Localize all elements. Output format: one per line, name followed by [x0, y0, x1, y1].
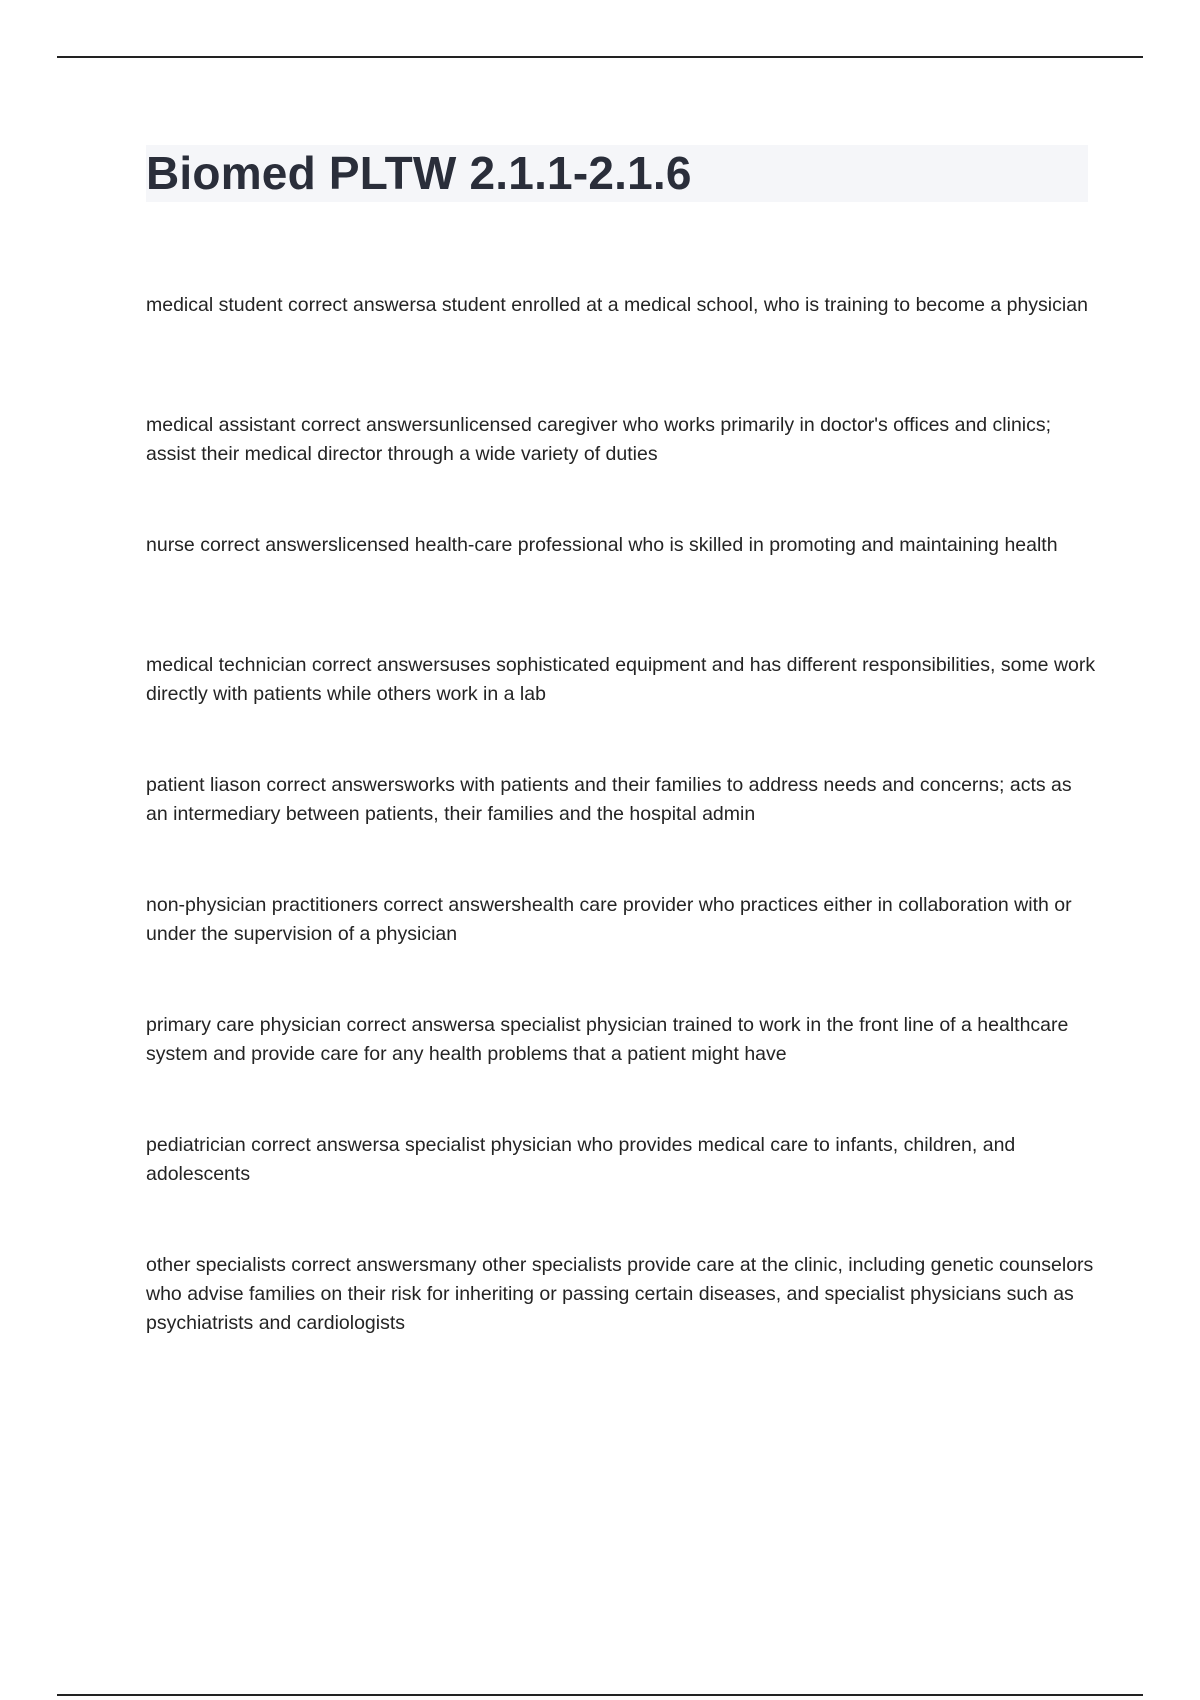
top-rule — [57, 56, 1143, 58]
document-title: Biomed PLTW 2.1.1-2.1.6 — [146, 147, 692, 199]
flashcard-entry: pediatrician correct answersa specialist physician who provides medical care to infants, children, and adolescents — [146, 1134, 1016, 1185]
flashcard-entry: nurse correct answerslicensed health-care professional who is skilled in promoting and maintaining health — [146, 534, 1058, 556]
flashcard-entry: medical assistant correct answersunlicensed caregiver who works primarily in doctor's offices and clinics; assist their medical director through a wide variety of duties — [146, 414, 1052, 465]
flashcard-entry: medical technician correct answersuses sophisticated equipment and has different responsibilities, some work directly with patients while others work in a lab — [146, 654, 1096, 705]
flashcard-entry: primary care physician correct answersa specialist physician trained to work in the front line of a healthcare system and provide care for any health problems that a patient might have — [146, 1014, 1069, 1065]
bottom-rule — [57, 1694, 1143, 1696]
flashcard-entry: patient liason correct answersworks with patients and their families to address needs and concerns; acts as an intermediary between patients, their families and the hospital admin — [146, 774, 1072, 825]
flashcard-entry: non-physician practitioners correct answershealth care provider who practices either in collaboration with or under the supervision of a physician — [146, 894, 1072, 945]
flashcard-entry: medical student correct answersa student enrolled at a medical school, who is training to become a physician — [146, 294, 1088, 316]
flashcard-list — [146, 291, 1096, 1371]
flashcard-entry: other specialists correct answersmany other specialists provide care at the clinic, including genetic counselors who advise families on their risk for inheriting or passing certain diseases, and specialist physicians such as psychiatrists and cardiologists — [146, 1254, 1094, 1334]
